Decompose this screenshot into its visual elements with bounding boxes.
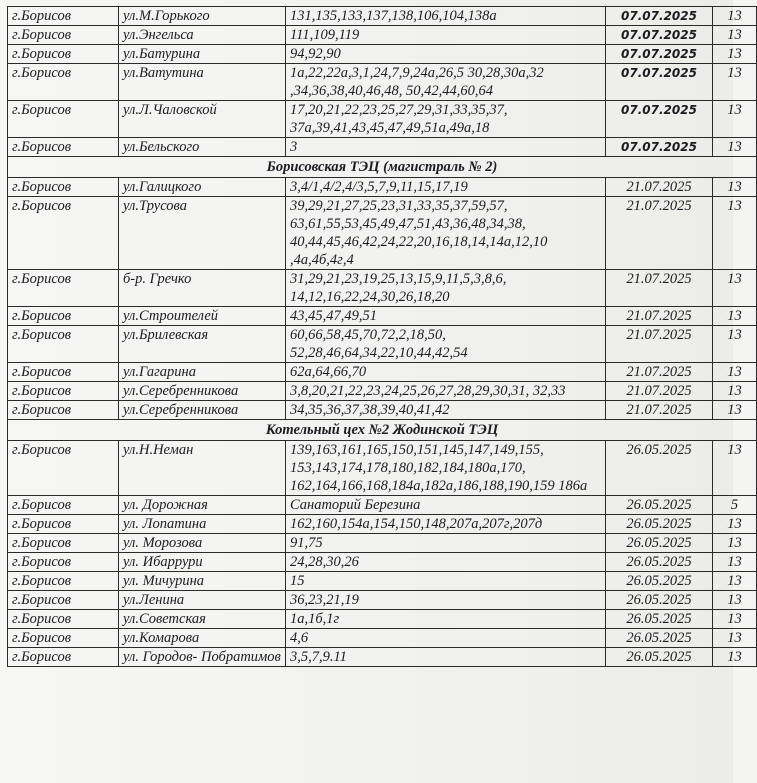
city-cell: г.Борисов bbox=[8, 591, 119, 610]
number-cell: 13 bbox=[713, 572, 757, 591]
houses-cell: 24,28,30,26 bbox=[286, 553, 606, 572]
date-cell: 26.05.2025 bbox=[606, 534, 713, 553]
number-cell: 13 bbox=[713, 401, 757, 420]
date-cell: 07.07.2025 bbox=[606, 138, 713, 157]
date-cell: 21.07.2025 bbox=[606, 307, 713, 326]
table-row bbox=[8, 648, 757, 667]
number-cell: 13 bbox=[713, 363, 757, 382]
number-cell: 13 bbox=[713, 591, 757, 610]
date-cell: 26.05.2025 bbox=[606, 553, 713, 572]
street-cell: ул. Лопатина bbox=[119, 515, 286, 534]
houses-cell: 1а,1б,1г bbox=[286, 610, 606, 629]
street-cell: ул.Трусова bbox=[119, 197, 286, 270]
city-cell: г.Борисов bbox=[8, 553, 119, 572]
table-row bbox=[8, 64, 757, 101]
date-cell: 21.07.2025 bbox=[606, 197, 713, 270]
street-cell: ул.Строителей bbox=[119, 307, 286, 326]
houses-cell: 91,75 bbox=[286, 534, 606, 553]
houses-cell: 131,135,133,137,138,106,104,138а bbox=[286, 7, 606, 26]
street-cell: ул.Серебренникова bbox=[119, 401, 286, 420]
street-cell: б-р. Гречко bbox=[119, 270, 286, 307]
number-cell: 13 bbox=[713, 382, 757, 401]
number-cell: 13 bbox=[713, 101, 757, 138]
city-cell: г.Борисов bbox=[8, 326, 119, 363]
table-row bbox=[8, 382, 757, 401]
houses-cell: Санаторий Березина bbox=[286, 496, 606, 515]
number-cell: 13 bbox=[713, 64, 757, 101]
date-cell: 26.05.2025 bbox=[606, 515, 713, 534]
houses-cell: 1а,22,22а,3,1,24,7,9,24а,26,5 30,28,30а,32 ,34,36,38,40,46,48, 50,42,44,60,64 bbox=[286, 64, 606, 101]
houses-cell: 31,29,21,23,19,25,13,15,9,11,5,3,8,6, 14,12,16,22,24,30,26,18,20 bbox=[286, 270, 606, 307]
section-header-row bbox=[8, 420, 757, 441]
date-cell: 21.07.2025 bbox=[606, 382, 713, 401]
number-cell: 13 bbox=[713, 648, 757, 667]
date-cell: 21.07.2025 bbox=[606, 326, 713, 363]
date-cell: 21.07.2025 bbox=[606, 363, 713, 382]
date-cell: 26.05.2025 bbox=[606, 572, 713, 591]
street-cell: ул.Серебренникова bbox=[119, 382, 286, 401]
table-row bbox=[8, 553, 757, 572]
table-row bbox=[8, 26, 757, 45]
city-cell: г.Борисов bbox=[8, 534, 119, 553]
section-title: Котельный цех №2 Жодинской ТЭЦ bbox=[8, 420, 757, 441]
houses-cell: 60,66,58,45,70,72,2,18,50, 52,28,46,64,34,22,10,44,42,54 bbox=[286, 326, 606, 363]
houses-cell: 39,29,21,27,25,23,31,33,35,37,59,57, 63,61,55,53,45,49,47,51,43,36,48,34,38, 40,44,45,46,42,24,22,20,16,18,14,14а,12,10 ,4а,4б,4г,4 bbox=[286, 197, 606, 270]
city-cell: г.Борисов bbox=[8, 441, 119, 496]
date-cell: 07.07.2025 bbox=[606, 7, 713, 26]
table-row bbox=[8, 270, 757, 307]
number-cell: 13 bbox=[713, 7, 757, 26]
street-cell: ул. Городов- Побратимов bbox=[119, 648, 286, 667]
date-cell: 07.07.2025 bbox=[606, 64, 713, 101]
street-cell: ул.Бельского bbox=[119, 138, 286, 157]
table-row bbox=[8, 307, 757, 326]
table-row bbox=[8, 534, 757, 553]
city-cell: г.Борисов bbox=[8, 648, 119, 667]
table-row bbox=[8, 515, 757, 534]
houses-cell: 4,6 bbox=[286, 629, 606, 648]
city-cell: г.Борисов bbox=[8, 629, 119, 648]
number-cell: 13 bbox=[713, 307, 757, 326]
date-cell: 26.05.2025 bbox=[606, 629, 713, 648]
houses-cell: 17,20,21,22,23,25,27,29,31,33,35,37, 37а,39,41,43,45,47,49,51а,49а,18 bbox=[286, 101, 606, 138]
number-cell: 13 bbox=[713, 178, 757, 197]
city-cell: г.Борисов bbox=[8, 64, 119, 101]
date-cell: 26.05.2025 bbox=[606, 648, 713, 667]
table-row bbox=[8, 7, 757, 26]
table-row bbox=[8, 197, 757, 270]
date-cell: 26.05.2025 bbox=[606, 610, 713, 629]
street-cell: ул.Ленина bbox=[119, 591, 286, 610]
date-cell: 07.07.2025 bbox=[606, 26, 713, 45]
city-cell: г.Борисов bbox=[8, 7, 119, 26]
houses-cell: 162,160,154а,154,150,148,207а,207г,207д bbox=[286, 515, 606, 534]
number-cell: 13 bbox=[713, 610, 757, 629]
number-cell: 5 bbox=[713, 496, 757, 515]
street-cell: ул. Ибаррури bbox=[119, 553, 286, 572]
city-cell: г.Борисов bbox=[8, 401, 119, 420]
number-cell: 13 bbox=[713, 553, 757, 572]
street-cell: ул.Ватутина bbox=[119, 64, 286, 101]
street-cell: ул.М.Горького bbox=[119, 7, 286, 26]
houses-cell: 36,23,21,19 bbox=[286, 591, 606, 610]
number-cell: 13 bbox=[713, 441, 757, 496]
date-cell: 07.07.2025 bbox=[606, 45, 713, 64]
schedule-table bbox=[7, 6, 757, 667]
street-cell: ул.Советская bbox=[119, 610, 286, 629]
city-cell: г.Борисов bbox=[8, 101, 119, 138]
city-cell: г.Борисов bbox=[8, 382, 119, 401]
city-cell: г.Борисов bbox=[8, 197, 119, 270]
city-cell: г.Борисов bbox=[8, 496, 119, 515]
houses-cell: 3,5,7,9.11 bbox=[286, 648, 606, 667]
houses-cell: 139,163,161,165,150,151,145,147,149,155, 153,143,174,178,180,182,184,180а,170, 162,164,166,168,184а,182а,186,188,190,159 186а bbox=[286, 441, 606, 496]
table-row bbox=[8, 610, 757, 629]
table-row bbox=[8, 629, 757, 648]
number-cell: 13 bbox=[713, 515, 757, 534]
city-cell: г.Борисов bbox=[8, 138, 119, 157]
city-cell: г.Борисов bbox=[8, 270, 119, 307]
date-cell: 21.07.2025 bbox=[606, 401, 713, 420]
table-row bbox=[8, 326, 757, 363]
street-cell: ул.Батурина bbox=[119, 45, 286, 64]
houses-cell: 3,4/1,4/2,4/3,5,7,9,11,15,17,19 bbox=[286, 178, 606, 197]
table-row bbox=[8, 441, 757, 496]
number-cell: 13 bbox=[713, 326, 757, 363]
houses-cell: 43,45,47,49,51 bbox=[286, 307, 606, 326]
city-cell: г.Борисов bbox=[8, 363, 119, 382]
number-cell: 13 bbox=[713, 26, 757, 45]
table-row bbox=[8, 101, 757, 138]
houses-cell: 34,35,36,37,38,39,40,41,42 bbox=[286, 401, 606, 420]
table-row bbox=[8, 138, 757, 157]
number-cell: 13 bbox=[713, 138, 757, 157]
section-title: Борисовская ТЭЦ (магистраль № 2) bbox=[8, 157, 757, 178]
street-cell: ул.Энгельса bbox=[119, 26, 286, 45]
street-cell: ул. Мичурина bbox=[119, 572, 286, 591]
number-cell: 13 bbox=[713, 45, 757, 64]
city-cell: г.Борисов bbox=[8, 45, 119, 64]
number-cell: 13 bbox=[713, 270, 757, 307]
date-cell: 26.05.2025 bbox=[606, 441, 713, 496]
city-cell: г.Борисов bbox=[8, 515, 119, 534]
table-row bbox=[8, 401, 757, 420]
number-cell: 13 bbox=[713, 629, 757, 648]
houses-cell: 62а,64,66,70 bbox=[286, 363, 606, 382]
street-cell: ул.Комарова bbox=[119, 629, 286, 648]
street-cell: ул.Н.Неман bbox=[119, 441, 286, 496]
houses-cell: 3 bbox=[286, 138, 606, 157]
houses-cell: 94,92,90 bbox=[286, 45, 606, 64]
number-cell: 13 bbox=[713, 197, 757, 270]
houses-cell: 3,8,20,21,22,23,24,25,26,27,28,29,30,31, 32,33 bbox=[286, 382, 606, 401]
date-cell: 07.07.2025 bbox=[606, 101, 713, 138]
date-cell: 21.07.2025 bbox=[606, 270, 713, 307]
number-cell: 13 bbox=[713, 534, 757, 553]
street-cell: ул.Брилевская bbox=[119, 326, 286, 363]
street-cell: ул. Морозова bbox=[119, 534, 286, 553]
table-row bbox=[8, 591, 757, 610]
street-cell: ул.Галицкого bbox=[119, 178, 286, 197]
city-cell: г.Борисов bbox=[8, 178, 119, 197]
houses-cell: 15 bbox=[286, 572, 606, 591]
table-row bbox=[8, 572, 757, 591]
city-cell: г.Борисов bbox=[8, 572, 119, 591]
table-row bbox=[8, 45, 757, 64]
section-header-row bbox=[8, 157, 757, 178]
table-row bbox=[8, 363, 757, 382]
street-cell: ул.Л.Чаловской bbox=[119, 101, 286, 138]
city-cell: г.Борисов bbox=[8, 26, 119, 45]
city-cell: г.Борисов bbox=[8, 307, 119, 326]
table-row bbox=[8, 178, 757, 197]
city-cell: г.Борисов bbox=[8, 610, 119, 629]
street-cell: ул.Гагарина bbox=[119, 363, 286, 382]
street-cell: ул. Дорожная bbox=[119, 496, 286, 515]
houses-cell: 111,109,119 bbox=[286, 26, 606, 45]
date-cell: 21.07.2025 bbox=[606, 178, 713, 197]
date-cell: 26.05.2025 bbox=[606, 591, 713, 610]
table-row bbox=[8, 496, 757, 515]
date-cell: 26.05.2025 bbox=[606, 496, 713, 515]
